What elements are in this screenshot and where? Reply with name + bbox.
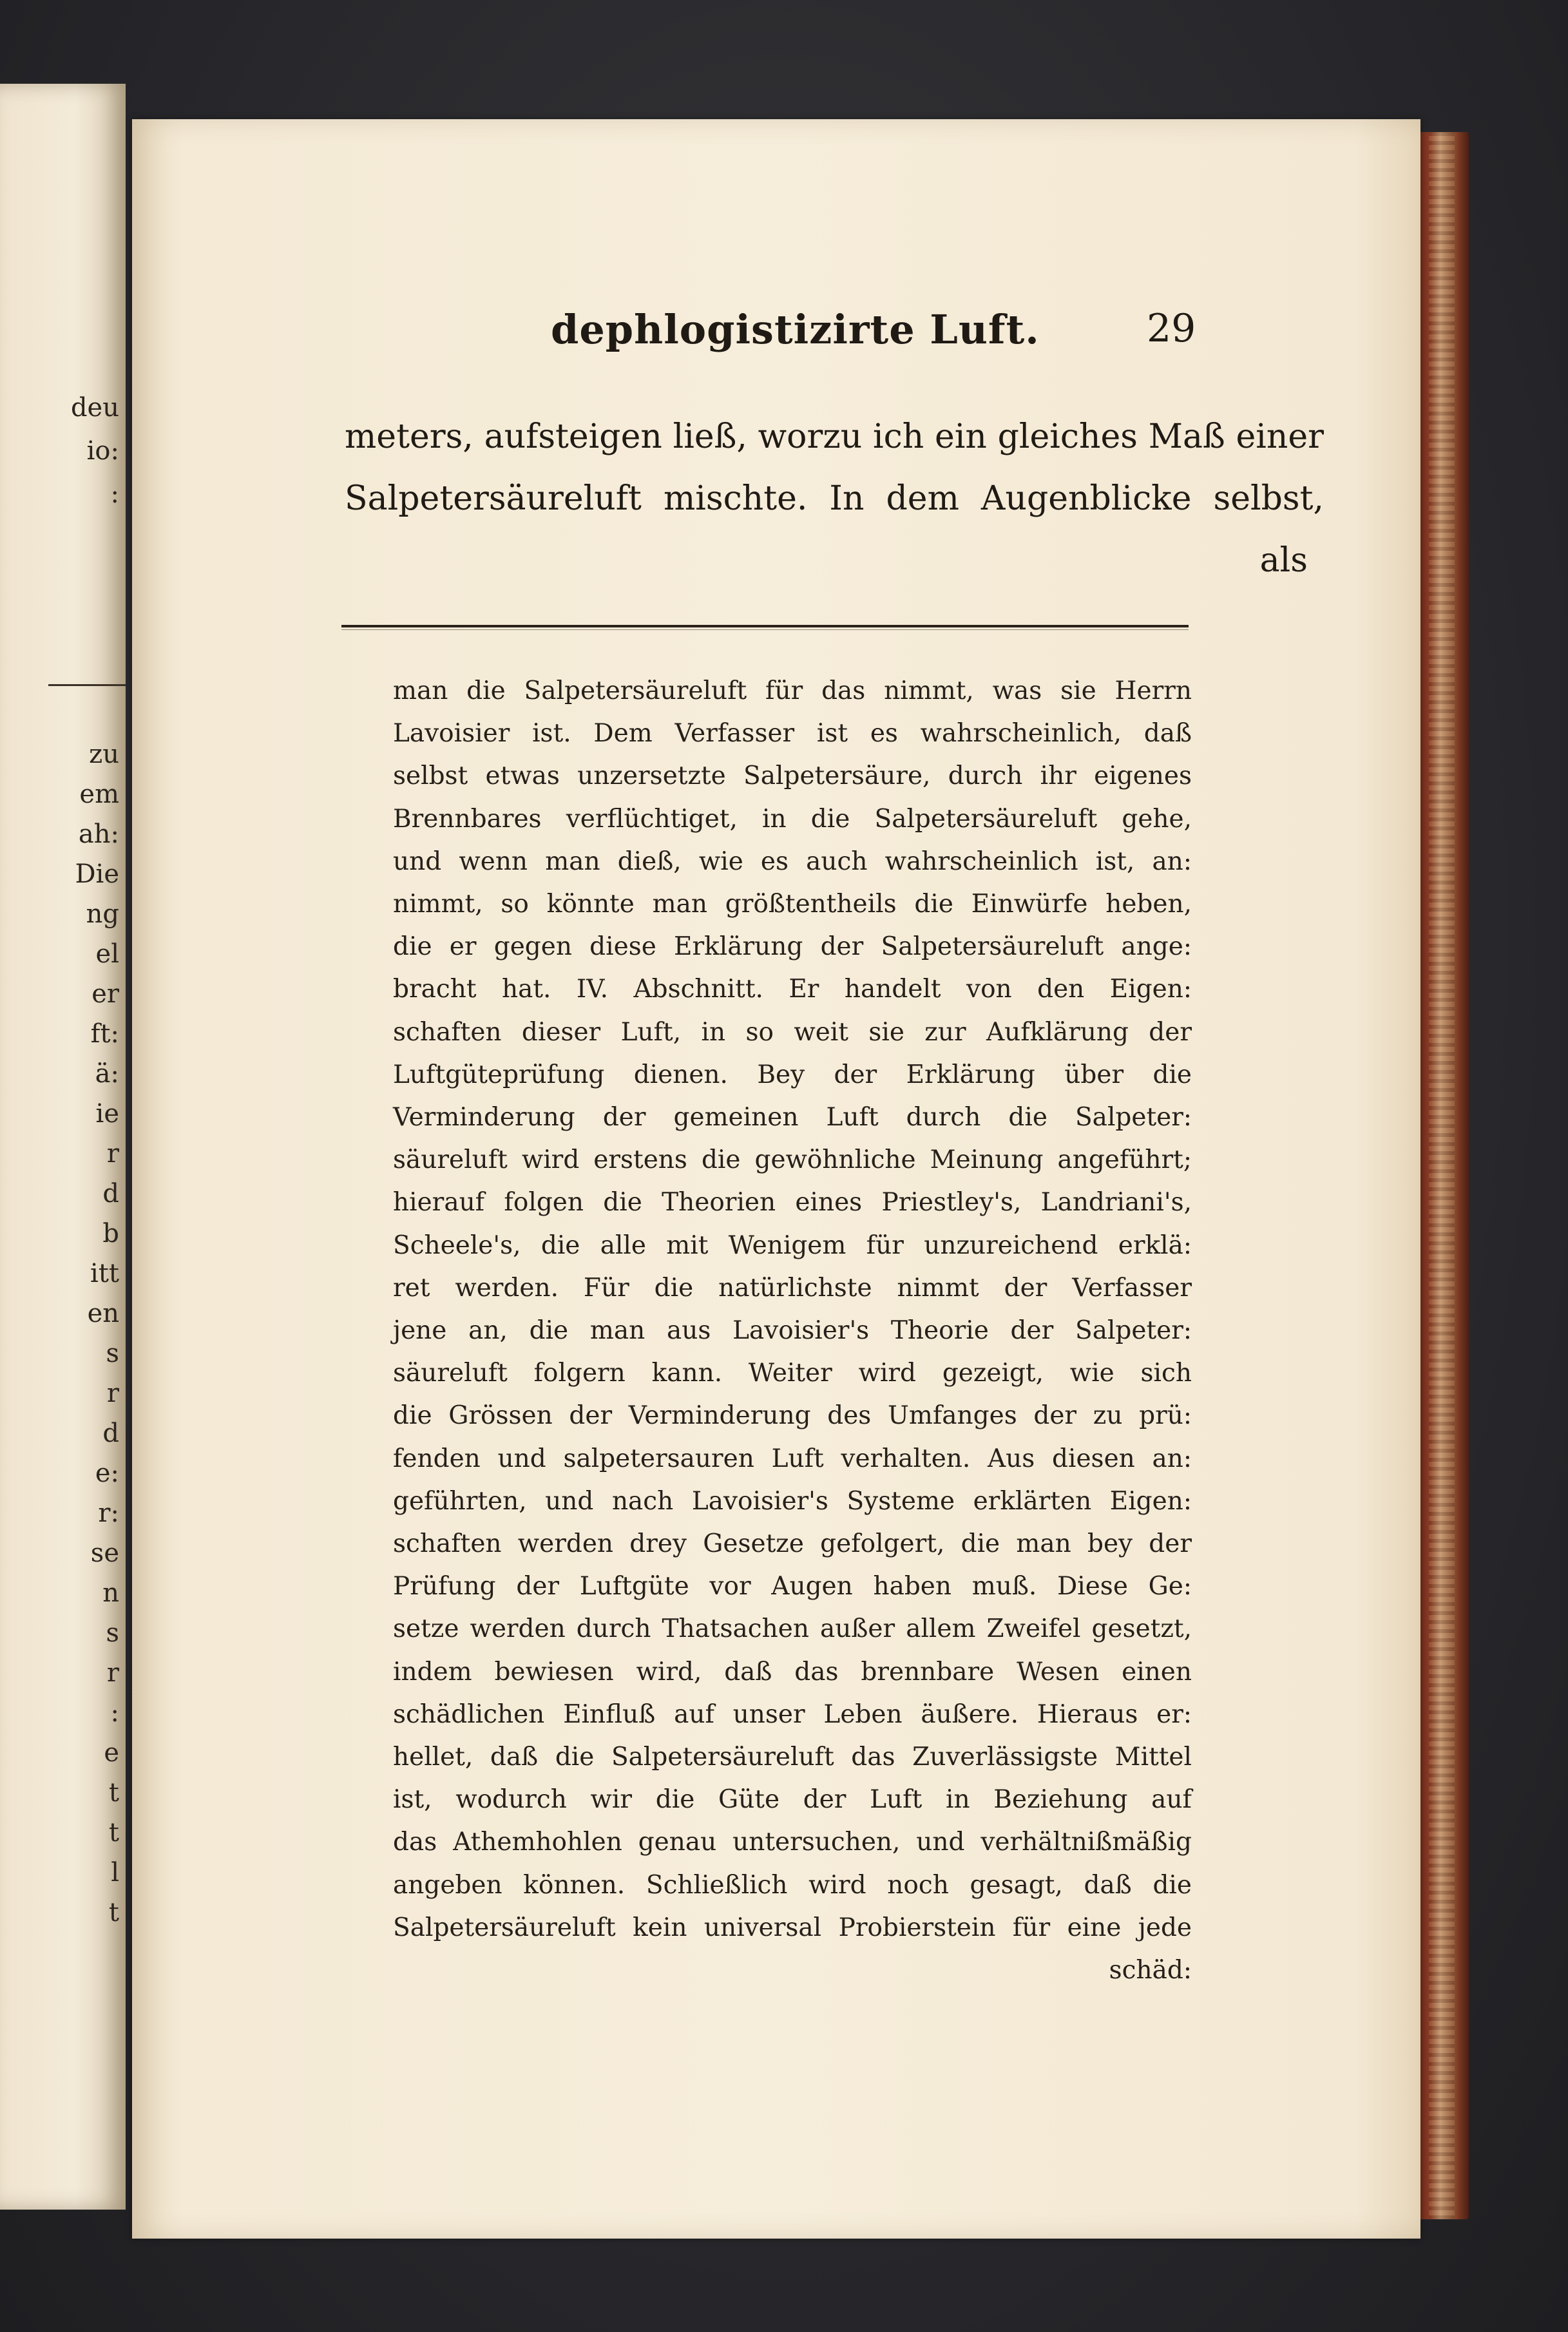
left-fragment: itt xyxy=(90,1259,119,1288)
left-fragment: d xyxy=(102,1179,119,1209)
left-fragment: t xyxy=(108,1778,119,1808)
footnote-line: man die Salpetersäureluft für das nimmt, was sie Herrn xyxy=(393,676,1192,705)
left-fragment: e: xyxy=(95,1458,119,1488)
left-page-fragments-bottom xyxy=(42,734,119,1933)
left-fragment: zu xyxy=(89,740,119,769)
left-fragment: r xyxy=(106,1658,119,1688)
left-fragment: se xyxy=(90,1538,119,1568)
footnote-line: fenden und salpetersauren Luft verhalten. Aus diesen an: xyxy=(393,1444,1192,1473)
text-line: als xyxy=(1259,541,1308,580)
left-fragment: ng xyxy=(86,899,119,929)
footnote-line: schaften werden drey Gesetze gefolgert, die man bey der xyxy=(393,1529,1192,1559)
left-page-fragments-top xyxy=(42,387,119,516)
left-fragment: ft: xyxy=(90,1019,119,1049)
left-fragment: r: xyxy=(98,1498,119,1528)
left-fragment: d xyxy=(102,1419,119,1448)
footnote-line: bracht hat. IV. Abschnitt. Er handelt von den Eigen: xyxy=(393,975,1192,1004)
text-line: meters, aufsteigen ließ, worzu ich ein gleiches Maß einer xyxy=(345,417,1324,456)
left-fragment: ie xyxy=(95,1099,119,1129)
footnote-line: geführten, und nach Lavoisier's Systeme erklärten Eigen: xyxy=(393,1486,1192,1516)
text-line: Salpetersäureluft mischte. In dem Augenblicke selbst, xyxy=(345,479,1324,518)
left-fragment: Die xyxy=(75,859,119,889)
left-page-edge xyxy=(0,84,126,2210)
left-fragment: r xyxy=(106,1139,119,1169)
footnote-line: Luftgüteprüfung dienen. Bey der Erklärung über die xyxy=(393,1060,1192,1089)
left-fragment: l xyxy=(111,1858,119,1888)
left-fragment: ä: xyxy=(95,1059,119,1089)
footnote-line: das Athemhohlen genau untersuchen, und verhältnißmäßig xyxy=(393,1828,1192,1857)
footnote-line: setze werden durch Thatsachen außer allem Zweifel gesetzt, xyxy=(393,1614,1192,1644)
footnote-line: Prüfung der Luftgüte vor Augen haben muß. Diese Ge: xyxy=(393,1572,1192,1601)
footnote-line: Salpetersäureluft kein universal Probierstein für eine jede xyxy=(393,1913,1192,1942)
footnote-line: und wenn man dieß, wie es auch wahrscheinlich ist, an: xyxy=(393,846,1192,876)
left-fragment: en xyxy=(87,1299,119,1328)
footnote-line: hellet, daß die Salpetersäureluft das Zuverlässigste Mittel xyxy=(393,1743,1192,1772)
left-fragment: s xyxy=(106,1339,119,1368)
left-fragment: b xyxy=(102,1219,119,1248)
left-fragment: : xyxy=(110,1698,119,1728)
left-fragment: er xyxy=(91,979,119,1009)
footnote-rule xyxy=(341,625,1189,627)
left-fragment: ah: xyxy=(78,819,119,849)
left-fragment: e xyxy=(104,1738,119,1768)
left-fragment: el xyxy=(95,939,119,969)
running-head xyxy=(132,306,1420,364)
left-fragment: n xyxy=(102,1578,119,1608)
footnote-line: angeben können. Schließlich wird noch gesagt, daß die xyxy=(393,1870,1192,1900)
running-title: dephlogistizirte Luft. xyxy=(551,306,1040,353)
main-text xyxy=(345,406,1324,591)
footnote-text xyxy=(393,670,1192,1992)
footnote-line: Brennbares verflüchtiget, in die Salpetersäureluft gehe, xyxy=(393,804,1192,834)
footnote-line: selbst etwas unzersetzte Salpetersäure, durch ihr eigenes xyxy=(393,761,1192,791)
page-number: 29 xyxy=(1147,306,1196,351)
footnote-line: Lavoisier ist. Dem Verfasser ist es wahrscheinlich, daß xyxy=(393,719,1192,749)
footnote-line: die er gegen diese Erklärung der Salpetersäureluft ange: xyxy=(393,932,1192,962)
footnote-line: ret werden. Für die natürlichste nimmt der Verfasser xyxy=(393,1273,1192,1303)
footnote-line: jene an, die man aus Lavoisier's Theorie der Salpeter: xyxy=(393,1316,1192,1346)
left-fragment: deu xyxy=(70,393,119,423)
left-fragment: io: xyxy=(86,436,119,466)
footnote-line: säureluft folgern kann. Weiter wird gezeigt, wie sich xyxy=(393,1359,1192,1388)
footnote-line: ist, wodurch wir die Güte der Luft in Beziehung auf xyxy=(393,1785,1192,1815)
footnote-line: die Grössen der Verminderung des Umfanges der zu prü: xyxy=(393,1401,1192,1431)
book-cover-edge xyxy=(1417,132,1469,2219)
left-fragment: em xyxy=(79,779,119,809)
left-fragment: r xyxy=(106,1379,119,1408)
footnote-line: schaften dieser Luft, in so weit sie zur Aufklärung der xyxy=(393,1017,1192,1047)
footnote-line: nimmt, so könnte man größtentheils die Einwürfe heben, xyxy=(393,890,1192,919)
left-fragment: s xyxy=(106,1618,119,1648)
left-page-rule xyxy=(48,684,126,686)
book-page xyxy=(132,119,1420,2239)
catchword: schäd: xyxy=(1109,1956,1192,1985)
left-fragment: t xyxy=(108,1898,119,1927)
left-fragment: : xyxy=(110,479,119,509)
footnote-line: Verminderung der gemeinen Luft durch die Salpeter: xyxy=(393,1103,1192,1133)
footnote-line: hierauf folgen die Theorien eines Priestley's, Landriani's, xyxy=(393,1188,1192,1218)
footnote-line: säureluft wird erstens die gewöhnliche Meinung angeführt; xyxy=(393,1145,1192,1175)
footnote-line: indem bewiesen wird, daß das brennbare Wesen einen xyxy=(393,1657,1192,1687)
footnote-line: Scheele's, die alle mit Wenigem für unzureichend erklä: xyxy=(393,1230,1192,1260)
footnote-line: schädlichen Einfluß auf unser Leben äußere. Hieraus er: xyxy=(393,1699,1192,1729)
left-fragment: t xyxy=(108,1818,119,1848)
